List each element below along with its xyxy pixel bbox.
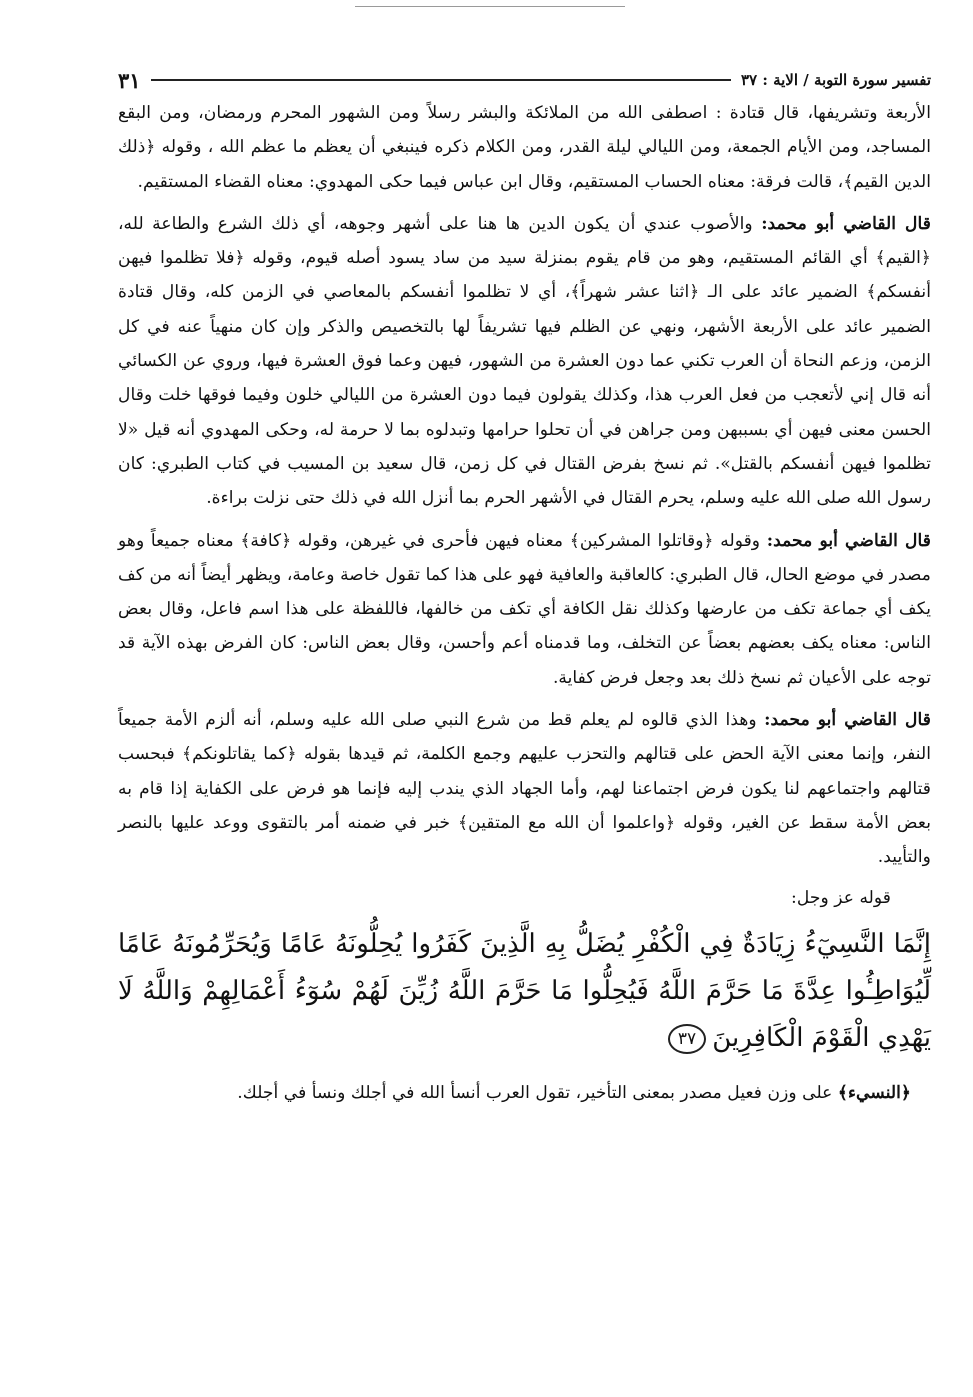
paragraph-2	[118, 207, 931, 516]
page-number: ٣١	[118, 67, 141, 93]
paragraph-4	[118, 703, 931, 874]
verse-intro: قوله عز وجل:	[791, 887, 891, 908]
speaker-label: قال القاضي أبو محمد:	[764, 710, 931, 731]
paragraph-4-text: وهذا الذي قالوه لم يعلم قط من شرع النبي صلى الله عليه وسلم، أنه ألزم الأمة جميعاً النفر، وإنما معنى الآية الحض على قتالهم والتحزب عليهم وجمع الكلمة، ثم قيدها بقوله ﴿كما يقاتلونكم﴾ فبحسب قتالهم واجتماعهم لنا يكون فرض اجتماعنا لهم، وأما الجهاد الذي يندب إليه فإنما هو فرض على الكفاية إذا قام به بعض الأمة سقط عن الغير، وقوله ﴿واعلموا أن الله مع المتقين﴾ خبر في ضمنه أمر بالتقوى ووعد عليها بالنصر والتأييد.	[118, 710, 931, 868]
paragraph-5	[118, 1076, 931, 1110]
commentary-body	[118, 96, 931, 1110]
paragraph-5-text: على وزن فعيل مصدر بمعنى التأخير، تقول العرب أنسأ الله في أجلك ونسأ في أجلك.	[237, 1082, 838, 1103]
paragraph-3	[118, 524, 931, 695]
header-rule	[151, 79, 731, 81]
paragraph-2-text: والأصوب عندي أن يكون الدين ها هنا على أشهر وجوهه، أي ذلك الشرع والطاعة لله، ﴿القيم﴾ أي القائم المستقيم، وهو من قام يقوم بمنزلة سيد من ساد يسود أصله قيوم، وقوله ﴿فلا تظلموا فيهن أنفسكم﴾ الضمير عائد على الـ ﴿اثنا عشر شهراً﴾، أي لا تظلموا أنفسكم بالمعاصي في الزمن كله، وقال قتادة الضمير عائد على الأربعة الأشهر، ونهي عن الظلم فيها تشريفاً لها بالتخصيص والذكر وإن كان منهياً عنه في كل الزمن، وزعم النحاة أن العرب تكني عما دون العشرة من الشهور، فيهن وعما فوق العشرة فيها، وروي عن الكسائي أنه قال إني لأتعجب من فعل العرب هذا، وكذلك يقولون فيما دون العشرة من الليالي خلون وفيما فوقها خلت وقال الحسن معنى فيهن أي بسببهن ومن جراهن في أن تحلوا حرامها وتبدلوه بما لا حرمة له، وحكى المهدوي أنه قيل «لا تظلموا فيهن أنفسكم بالقتل». ثم نسخ بفرض القتال في كل زمن، قال سعيد بن المسيب في كتاب الطبري: كان رسول الله صلى الله عليه وسلم، يحرم القتال في الأشهر الحرم بما أنزل الله في ذلك حتى نزلت براءة.	[118, 213, 931, 509]
quran-verse	[118, 921, 931, 1062]
speaker-label: قال القاضي أبو محمد:	[766, 530, 931, 551]
top-divider	[355, 6, 625, 7]
page-header	[118, 62, 931, 98]
verse-number-marker: ٣٧	[668, 1024, 706, 1054]
term-label: ﴿النسيء﴾	[837, 1082, 911, 1103]
paragraph-3-text: وقوله ﴿وقاتلوا المشركين﴾ معناه فيهن فأحرى في غيرهن، وقوله ﴿كافة﴾ معناه جميعاً وهو مصدر في موضع الحال، قال الطبري: كالعاقبة والعافية فهو على هذا كما تقول خاصة وعامة، ويظهر أيضاً أنه من كف يكف أي جماعة تكف من عارضها وكذلك نقل الكافة أي تكف من خالفها، فاللفظة على هذا اسم فاعل، وقال بعض الناس: معناه يكف بعضهم بعضاً عن التخلف، وما قدمناه أعم وأحسن، وقال بعض الناس: كان الفرض بهذه الآية قد توجه على الأعيان ثم نسخ ذلك بعد وجعل فرض كفاية.	[118, 530, 931, 688]
running-title: تفسير سورة التوبة / الاية : ٣٧	[740, 71, 931, 89]
verse-text: إِنَّمَا النَّسِيٓءُ زِيَادَةٌ فِي الْكُفْرِ يُضَلُّ بِهِ الَّذِينَ كَفَرُوا يُحِلُّونَهُ عَامًا وَيُحَرِّمُونَهُ عَامًا لِّيُوَاطِـُٔوا عِدَّةَ مَا حَرَّمَ اللَّهُ فَيُحِلُّوا مَا حَرَّمَ اللَّهُ زُيِّنَ لَهُمْ سُوٓءُ أَعْمَالِهِمْ وَاللَّهُ لَا يَهْدِي الْقَوْمَ الْكَافِرِينَ	[118, 928, 931, 1053]
speaker-label: قال القاضي أبو محمد:	[761, 213, 931, 234]
paragraph-1: الأربعة وتشريفها، قال قتادة : اصطفى الله من الملائكة والبشر رسلاً ومن الشهور المحرم ورمضان، ومن البقع المساجد، ومن الأيام الجمعة، ومن الليالي ليلة القدر، ومن الكلام ذكره فينبغي أن يعظم ما عظم الله ، وقوله ﴿ذلك الدين القيم﴾، قالت فرقة: معناه الحساب المستقيم، وقال ابن عباس فيما حكى المهدوي: معناه القضاء المستقيم.	[118, 103, 931, 192]
